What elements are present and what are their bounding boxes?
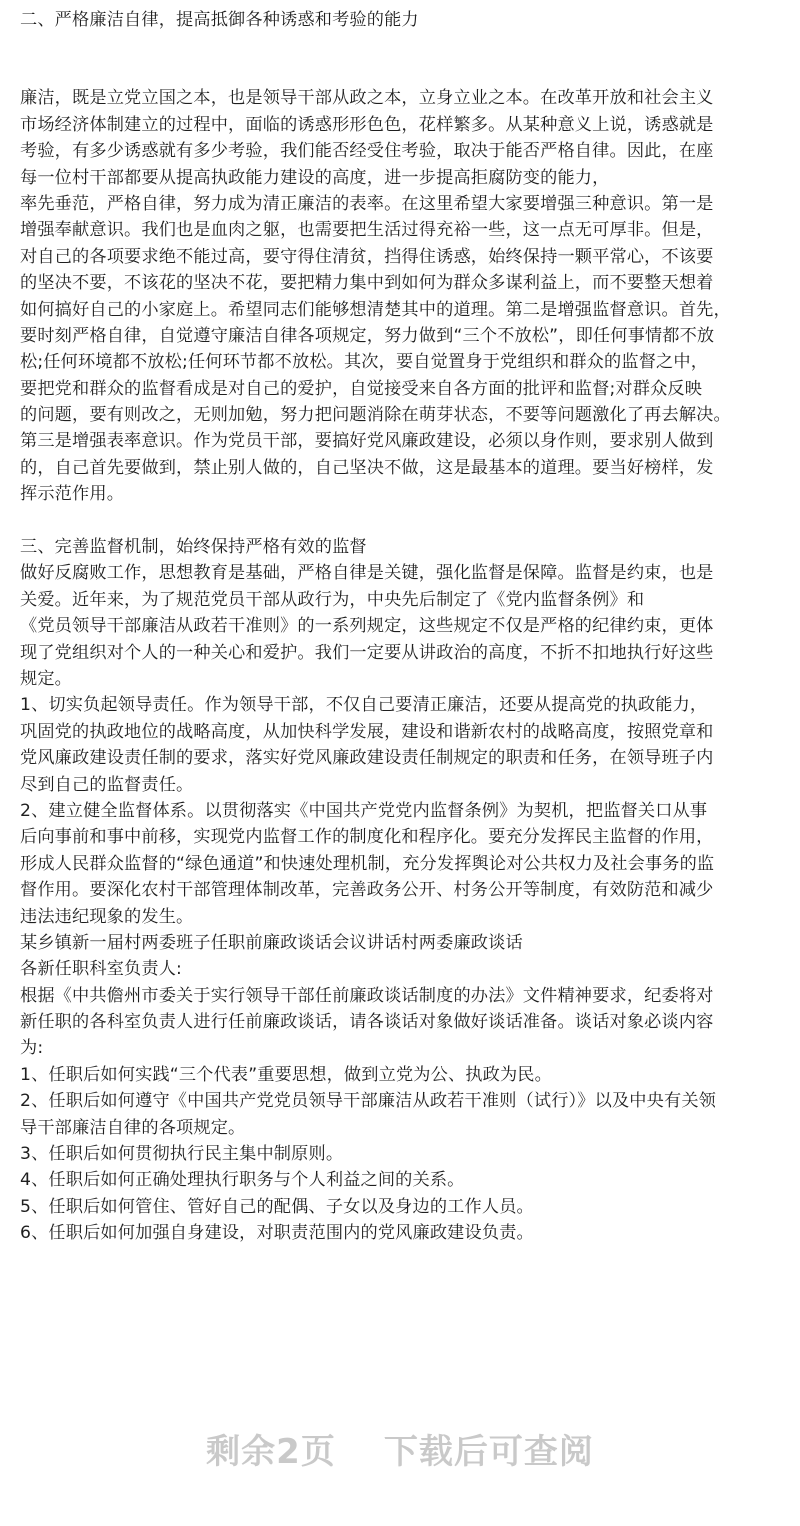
paragraph-line: 2、建立健全监督体系。以贯彻落实《中国共产党党内监督条例》为契机，把监督关口从事 — [20, 800, 708, 821]
paragraph-line: 要时刻严格自律，自觉遵守廉洁自律各项规定，努力做到“三个不放松”，即任何事情都不放 — [20, 325, 715, 346]
paragraph-line: 增强奉献意识。我们也是血肉之躯，也需要把生活过得充裕一些，这一点无可厚非。但是， — [20, 220, 714, 241]
spacer — [20, 33, 782, 85]
remaining-pages-text: 剩余2页 — [206, 1432, 336, 1472]
paragraph-line: 新任职的各科室负责人进行任前廉政谈话，请各谈话对象做好谈话准备。谈话对象必谈内容 — [20, 1012, 714, 1033]
paragraph-line: 规定。 — [20, 668, 73, 689]
notice-salutation: 各新任职科室负责人: — [20, 959, 182, 980]
spacer — [20, 508, 782, 534]
paragraph-line: 率先垂范，严格自律，努力成为清正廉洁的表率。在这里希望大家要增强三种意识。第一是 — [20, 193, 714, 214]
paragraph-line: 党风廉政建设责任制的要求，落实好党风廉政建设责任制规定的职责和任务，在领导班子内 — [20, 748, 714, 769]
paragraph-line: 根据《中共儋州市委关于实行领导干部任前廉政谈话制度的办法》文件精神要求，纪委将对 — [20, 985, 714, 1006]
paragraph-line: 现了党组织对个人的一种关心和爱护。我们一定要从讲政治的高度，不折不扣地执行好这些 — [20, 642, 714, 663]
paragraph-line: 对自己的各项要求绝不能过高，要守得住清贫，挡得住诱惑，始终保持一颗平常心，不该要 — [20, 246, 714, 267]
paragraph-line: 考验，有多少诱惑就有多少考验，我们能否经受住考验，取决于能否严格自律。因此，在座 — [20, 141, 714, 162]
document-body — [20, 7, 782, 1247]
paragraph-line: 关爱。近年来，为了规范党员干部从政行为，中央先后制定了《党内监督条例》和 — [20, 589, 645, 610]
paragraph-line: 的问题，要有则改之，无则加勉，努力把问题消除在萌芽状态，不要等问题激化了再去解决。 — [20, 405, 731, 426]
paragraph-line: 形成人民群众监督的“绿色通道”和快速处理机制，充分发挥舆论对公共权力及社会事务的监 — [20, 853, 715, 874]
download-to-view-text: 下载后可查阅 — [383, 1432, 594, 1472]
paragraph-line: 1、切实负起领导责任。作为领导干部，不仅自己要清正廉洁，还要从提高党的执政能力， — [20, 695, 708, 716]
list-item: 4、任职后如何正确处理执行职务与个人利益之间的关系。 — [20, 1170, 465, 1191]
paragraph-line: 的，自己首先要做到，禁止别人做的，自己坚决不做，这是最基本的道理。要当好榜样，发 — [20, 457, 714, 478]
paragraph-line: 督作用。要深化农村干部管理体制改革，完善政务公开、村务公开等制度，有效防范和减少 — [20, 880, 714, 901]
paragraph-line: 挥示范作用。 — [20, 484, 125, 505]
section2-heading: 二、严格廉洁自律，提高抵御各种诱惑和考验的能力 — [20, 10, 419, 30]
list-item: 1、任职后如何实践“三个代表”重要思想，做到立党为公、执政为民。 — [20, 1064, 552, 1085]
paragraph-line: 市场经济体制建立的过程中，面临的诱惑形形色色，花样繁多。从某种意义上说，诱惑就是 — [20, 114, 714, 135]
paragraph-line: 做好反腐败工作，思想教育是基础，严格自律是关键，强化监督是保障。监督是约束，也是 — [20, 563, 714, 584]
paragraph-line: 的坚决不要，不该花的坚决不花，要把精力集中到如何为群众多谋利益上，而不要整天想着 — [20, 273, 714, 294]
list-item: 导干部廉洁自律的各项规定。 — [20, 1117, 246, 1138]
download-prompt[interactable] — [0, 1424, 800, 1473]
list-item: 3、任职后如何贯彻执行民主集中制原则。 — [20, 1144, 344, 1165]
list-item: 2、任职后如何遵守《中国共产党党员领导干部廉洁从政若干准则（试行）》以及中央有关领 — [20, 1091, 716, 1112]
notice-title: 某乡镇新一届村两委班子任职前廉政谈话会议讲话村两委廉政谈话 — [20, 932, 523, 953]
paragraph-line: 如何搞好自己的小家庭上。希望同志们能够想清楚其中的道理。第二是增强监督意识。首先， — [20, 299, 731, 320]
paragraph-line: 违法违纪现象的发生。 — [20, 906, 194, 927]
paragraph-line: 巩固党的执政地位的战略高度，从加快科学发展，建设和谐新农村的战略高度，按照党章和 — [20, 721, 714, 742]
paragraph-line: 廉洁，既是立党立国之本，也是领导干部从政之本，立身立业之本。在改革开放和社会主义 — [20, 88, 714, 109]
paragraph-line: 为: — [20, 1038, 44, 1059]
paragraph-line: 后向事前和事中前移，实现党内监督工作的制度化和程序化。要充分发挥民主监督的作用， — [20, 827, 714, 848]
list-item: 5、任职后如何管住、管好自己的配偶、子女以及身边的工作人员。 — [20, 1196, 534, 1217]
list-item: 6、任职后如何加强自身建设，对职责范围内的党风廉政建设负责。 — [20, 1223, 534, 1244]
section3-heading: 三、完善监督机制，始终保持严格有效的监督 — [20, 537, 367, 558]
paragraph-line: 《党员领导干部廉洁从政若干准则》的一系列规定，这些规定不仅是严格的纪律约束，更体 — [20, 616, 714, 637]
paragraph-line: 每一位村干部都要从提高执政能力建设的高度，进一步提高拒腐防变的能力， — [20, 167, 610, 188]
paragraph-line: 第三是增强表率意识。作为党员干部，要搞好党风廉政建设，必须以身作则，要求别人做到 — [20, 431, 714, 452]
paragraph-line: 要把党和群众的监督看成是对自己的爱护，自觉接受来自各方面的批评和监督;对群众反映 — [20, 378, 703, 399]
paragraph-line: 松;任何环境都不放松;任何环节都不放松。其次，要自觉置身于党组织和群众的监督之中， — [20, 352, 709, 373]
paragraph-line: 尽到自己的监督责任。 — [20, 774, 194, 795]
